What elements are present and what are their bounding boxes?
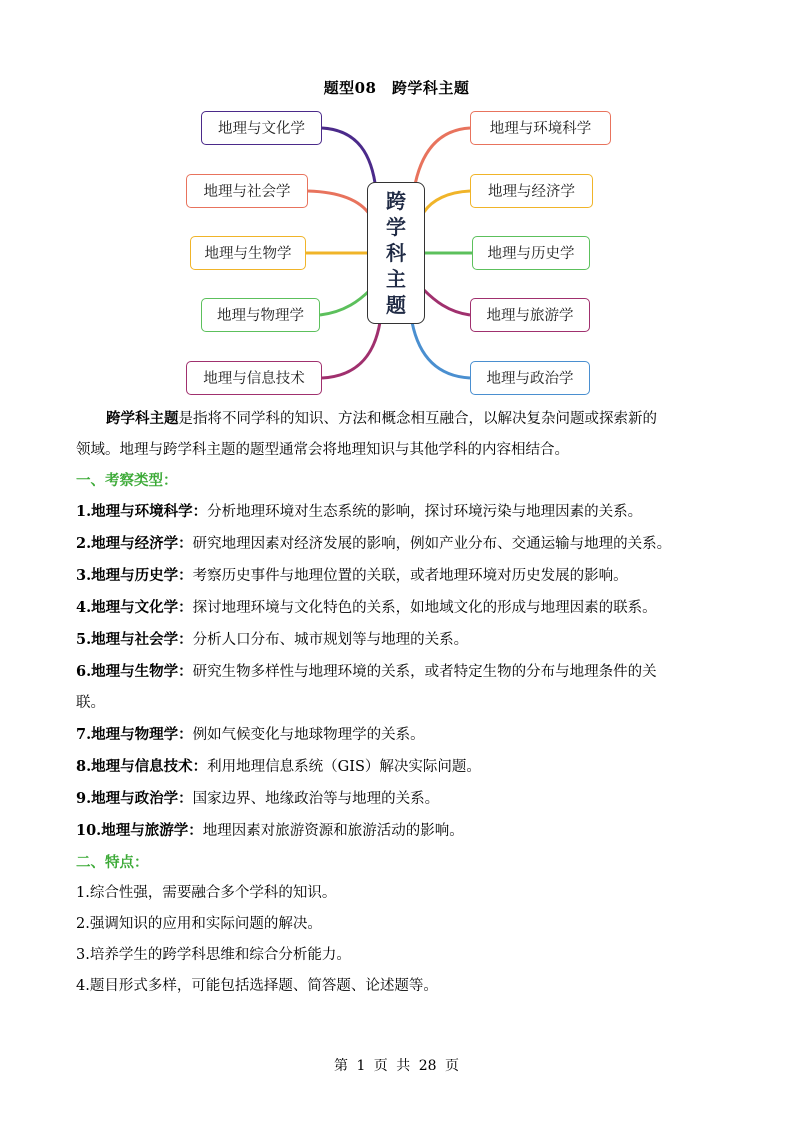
center-char: 主 (386, 267, 406, 291)
list-item: 8.地理与信息技术：利用地理信息系统（GIS）解决实际问题。 (76, 758, 481, 775)
connector-right-1 (424, 191, 470, 212)
branch-geo-tourism: 地理与旅游学 (470, 298, 590, 332)
intro-line-2: 领域。地理与跨学科主题的题型通常会将地理知识与其他学科的内容相结合。 (76, 442, 569, 458)
connector-right-0 (414, 128, 470, 190)
branch-geo-env-science: 地理与环境科学 (470, 111, 611, 145)
branch-geo-physics: 地理与物理学 (201, 298, 320, 332)
center-char: 跨 (386, 189, 406, 213)
list-item: 10.地理与旅游学：地理因素对旅游资源和旅游活动的影响。 (76, 822, 464, 839)
intro-text-1: 是指将不同学科的知识、方法和概念相互融合，以解决复杂问题或探索新的 (178, 411, 657, 427)
feature-item: 4.题目形式多样，可能包括选择题、简答题、论述题等。 (76, 978, 438, 994)
list-item: 5.地理与社会学：分析人口分布、城市规划等与地理的关系。 (76, 631, 469, 648)
intro-bold: 跨学科主题 (106, 410, 179, 427)
list-item: 4.地理与文化学：探讨地理环境与文化特色的关系，如地域文化的形成与地理因素的联系。 (76, 599, 657, 616)
section-types (76, 465, 720, 1002)
center-char: 学 (386, 215, 406, 239)
branch-geo-biology: 地理与生物学 (190, 236, 306, 270)
branch-geo-economics: 地理与经济学 (470, 174, 593, 208)
connector-left-3 (320, 290, 370, 315)
intro-line-1 (76, 403, 720, 435)
feature-item: 3.培养学生的跨学科思维和综合分析能力。 (76, 947, 351, 963)
feature-item: 1.综合性强，需要融合多个学科的知识。 (76, 885, 337, 901)
intro-paragraph (76, 403, 720, 466)
connector-left-4 (322, 322, 380, 378)
branch-geo-it: 地理与信息技术 (186, 361, 322, 395)
page-title: 题型08 跨学科主题 (323, 79, 470, 97)
list-item: 6.地理与生物学：研究生物多样性与地理环境的关系，或者特定生物的分布与地理条件的关 (76, 663, 657, 680)
list-item: 9.地理与政治学：国家边界、地缘政治等与地理的关系。 (76, 790, 440, 807)
branch-geo-culture: 地理与文化学 (201, 111, 322, 145)
branch-geo-sociology: 地理与社会学 (186, 174, 308, 208)
mind-map (0, 0, 793, 410)
list-item: 7.地理与物理学：例如气候变化与地球物理学的关系。 (76, 726, 425, 743)
list-item-continuation: 联。 (76, 695, 105, 711)
connector-right-4 (412, 322, 470, 378)
list-item: 3.地理与历史学：考察历史事件与地理位置的关联，或者地理环境对历史发展的影响。 (76, 567, 628, 584)
section-heading-features: 二、特点： (76, 854, 149, 871)
section-heading-types: 一、考察类型： (76, 472, 178, 489)
center-char: 题 (386, 293, 406, 317)
mind-map-center (367, 182, 425, 324)
connector-right-3 (424, 290, 470, 315)
page-footer: 第 1 页 共 28 页 (334, 1058, 459, 1074)
center-char: 科 (386, 241, 406, 265)
list-item: 2.地理与经济学：研究地理因素对经济发展的影响，例如产业分布、交通运输与地理的关系。 (76, 535, 672, 552)
feature-item: 2.强调知识的应用和实际问题的解决。 (76, 916, 322, 932)
connector-left-1 (308, 191, 370, 215)
branch-geo-politics: 地理与政治学 (470, 361, 590, 395)
branch-geo-history: 地理与历史学 (472, 236, 590, 270)
connector-left-0 (322, 128, 376, 190)
list-item: 1.地理与环境科学：分析地理环境对生态系统的影响，探讨环境污染与地理因素的关系。 (76, 503, 643, 520)
